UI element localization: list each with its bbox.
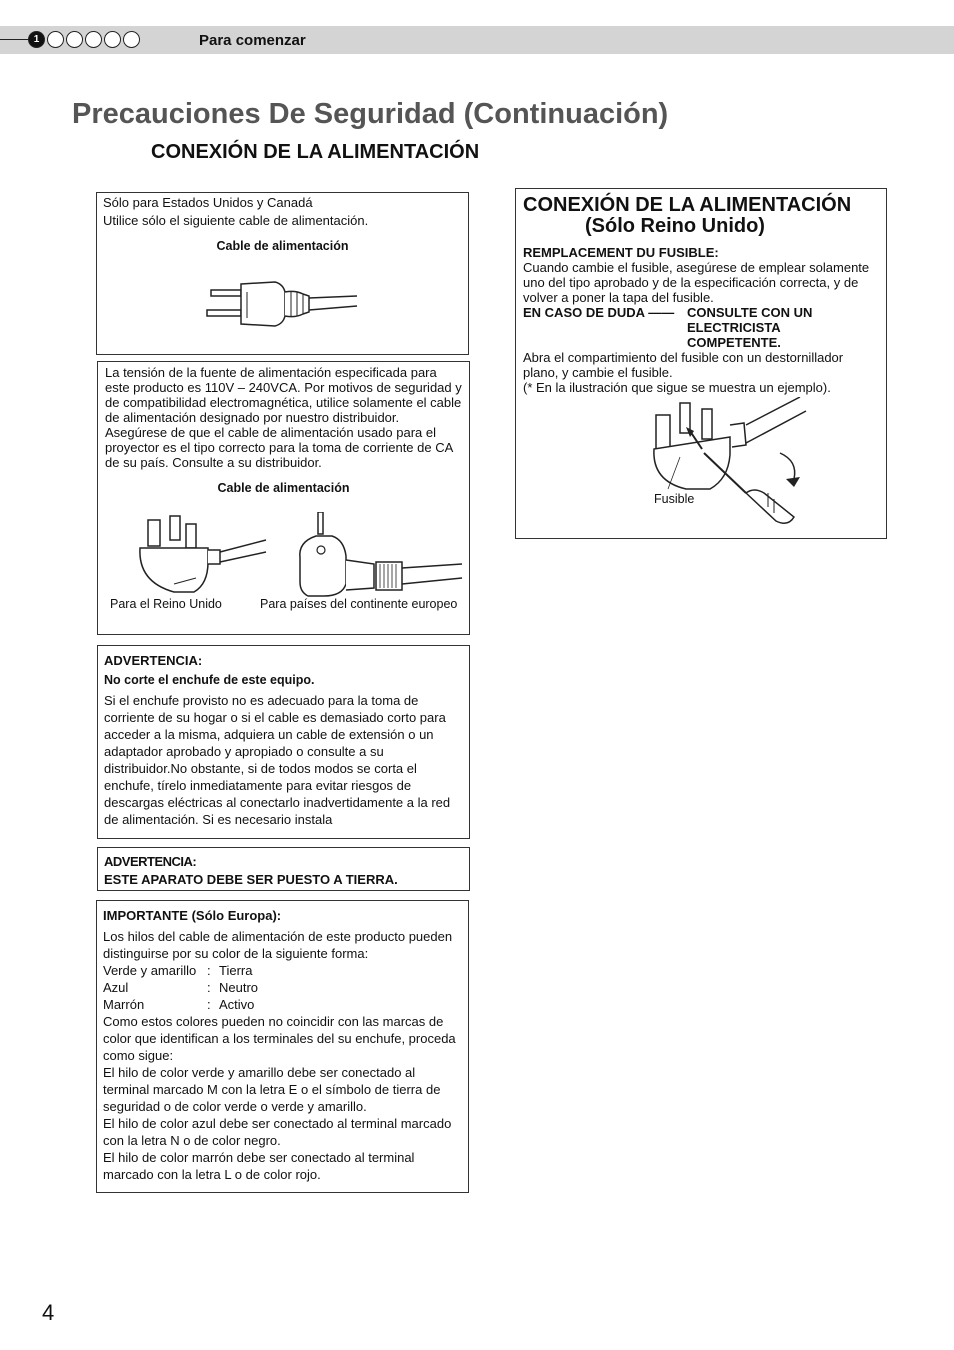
- important-title: IMPORTANTE (Sólo Europa):: [103, 908, 282, 923]
- section-subtitle: CONEXIÓN DE LA ALIMENTACIÓN: [151, 141, 480, 163]
- wire-color-name: Azul: [103, 980, 129, 995]
- important-para4: El hilo de color marrón debe ser conectado al terminal marcado con la letra L o de color rojo.: [103, 1150, 415, 1182]
- voltage-paragraph2: Asegúrese de que el cable de alimentación usado para el proyector es el tipo correcto para la toma de corriente de CA de su país. Consulte a su distribuidor.: [105, 425, 453, 470]
- important-box: [96, 900, 469, 1193]
- section-label: Para comenzar: [199, 32, 306, 49]
- voltage-cable-label: Cable de alimentación: [217, 481, 350, 495]
- wire-color-sep: :: [207, 997, 211, 1012]
- important-para3: El hilo de color azul debe ser conectado al terminal marcado con la letra N o de color negro.: [103, 1116, 452, 1148]
- caption-uk: Para el Reino Unido: [110, 597, 222, 611]
- doubt-row: [523, 305, 879, 350]
- caption-eu: Para países del continente europeo: [260, 597, 458, 611]
- ground-warning-box: [97, 847, 470, 891]
- chapter-dot: [66, 31, 83, 48]
- wire-color-name: Marrón: [103, 997, 145, 1012]
- ground-warning-body: ESTE APARATO DEBE SER PUESTO A TIERRA.: [104, 872, 398, 887]
- important-para2: El hilo de color verde y amarillo debe ser conectado al terminal marcado M con la letra E o el símbolo de tierra de seguridad o de color verde o verde y amarillo.: [103, 1065, 441, 1114]
- wire-color-row: [103, 962, 462, 979]
- uk-title-line2: (Sólo Reino Unido): [585, 215, 765, 237]
- header-bar: [0, 26, 954, 54]
- uk-plug-illustration: [134, 512, 269, 597]
- open-text: Abra el compartimiento del fusible con un destornillador plano, y cambie el fusible.: [523, 350, 844, 380]
- example-note: (* En la ilustración que sigue se muestra un ejemplo).: [523, 380, 831, 395]
- fuse-label: Fusible: [654, 492, 695, 506]
- uk-only-box: [515, 188, 887, 539]
- important-intro: Los hilos del cable de alimentación de este producto pueden distinguirse por su color de la siguiente forma:: [103, 929, 453, 961]
- warning-body: Si el enchufe provisto no es adecuado para la toma de corriente de su hogar o si el cable es demasiado corto para acceder a la misma, adquiera un cable de extensión o un adaptador aprobado y apropiado o consulte a su distribuidor.No obstante, si de todos modos se corta el enchufe, tírelo inmediatamente para evitar riesgos de descargas eléctricas al conectarlo inadvertidamente a la red de alimentación. Si es necesario instala: [104, 693, 451, 827]
- page-title: Precauciones De Seguridad (Continuación): [72, 98, 669, 130]
- us-cable-label: Cable de alimentación: [216, 239, 349, 253]
- chapter-dot-active: 1: [28, 31, 45, 48]
- fuse-replacement-illustration: [650, 397, 810, 529]
- chapter-dot: [104, 31, 121, 48]
- ground-warning-title: ADVERTENCIA:: [104, 854, 197, 869]
- chapter-dot: [47, 31, 64, 48]
- warning-title: ADVERTENCIA:: [104, 653, 203, 668]
- important-para1: Como estos colores pueden no coincidir con las marcas de color que identifican a los terminales del su enchufe, proceda como sigue:: [103, 1014, 456, 1063]
- fuse-body: Cuando cambie el fusible, asegúrese de emplear solamente uno del tipo aprobado y de la especificación correcta, y de volver a poner la tapa del fusible.: [523, 260, 870, 305]
- us-line1: Sólo para Estados Unidos y Canadá: [103, 195, 313, 210]
- warning-box: [97, 645, 470, 839]
- wire-color-name: Verde y amarillo: [103, 963, 197, 978]
- chapter-dot: [123, 31, 140, 48]
- wire-color-row: [103, 979, 462, 996]
- fuse-title: REMPLACEMENT DU FUSIBLE:: [523, 245, 719, 260]
- us-canada-box: [96, 192, 469, 355]
- page-number: 4: [42, 1300, 55, 1325]
- wire-color-sep: :: [207, 980, 211, 995]
- us-line2: Utilice sólo el siguiente cable de alimentación.: [103, 213, 369, 228]
- chapter-indicator: [28, 31, 140, 48]
- wire-color-row: [103, 996, 462, 1013]
- warning-subtitle: No corte el enchufe de este equipo.: [104, 673, 315, 687]
- wire-color-sep: :: [207, 963, 211, 978]
- voltage-box: [97, 361, 470, 635]
- eu-plug-illustration: [294, 512, 464, 597]
- us-plug-illustration: [205, 278, 360, 333]
- doubt-left: EN CASO DE DUDA ——: [523, 305, 675, 320]
- doubt-right: CONSULTE CON UN ELECTRICISTA COMPETENTE.: [687, 305, 813, 350]
- chapter-dot: [85, 31, 102, 48]
- wire-color-value: Neutro: [219, 980, 259, 995]
- voltage-paragraph1: La tensión de la fuente de alimentación especificada para este producto es 110V – 240VCA. Por motivos de seguridad y de compatibilidad electromagnética, utilice solamente el cable de alimentación designado por nuestro distribuidor.: [105, 365, 462, 425]
- wire-color-value: Activo: [219, 997, 255, 1012]
- uk-title-line1: CONEXIÓN DE LA ALIMENTACIÓN: [523, 194, 852, 216]
- wire-color-value: Tierra: [219, 963, 253, 978]
